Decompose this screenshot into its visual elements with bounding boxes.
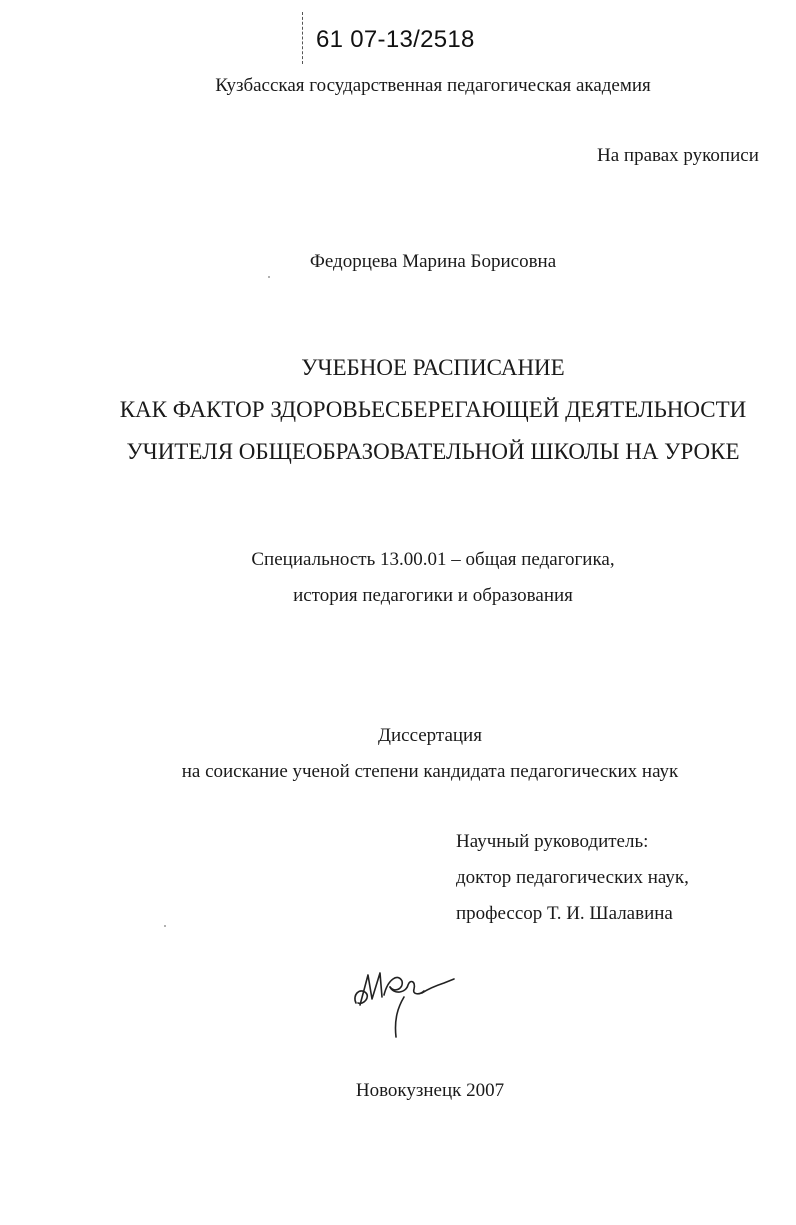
degree-line: на соискание ученой степени кандидата педагогических наук xyxy=(181,761,679,782)
supervisor-line: доктор педагогических наук, xyxy=(456,867,689,888)
author-name: Федорцева Марина Борисовна xyxy=(309,251,557,272)
supervisor-line: Научный руководитель: xyxy=(456,831,649,852)
title-line: КАК ФАКТОР ЗДОРОВЬЕСБЕРЕГАЮЩЕЙ ДЕЯТЕЛЬНОСТИ xyxy=(119,397,747,422)
stamp-divider-line xyxy=(302,12,303,64)
catalog-number: 61 07-13/2518 xyxy=(316,26,475,53)
specialty-line: история педагогики и образования xyxy=(293,585,573,606)
dissertation-label: Диссертация xyxy=(378,725,482,746)
scan-speck xyxy=(268,276,270,278)
scan-speck xyxy=(164,925,166,927)
title-line: УЧИТЕЛЯ ОБЩЕОБРАЗОВАТЕЛЬНОЙ ШКОЛЫ НА УРОКЕ xyxy=(126,439,740,464)
city-year: Новокузнецк 2007 xyxy=(355,1080,505,1101)
supervisor-line: профессор Т. И. Шалавина xyxy=(456,903,673,924)
specialty-line: Специальность 13.00.01 – общая педагогика, xyxy=(251,549,615,570)
rights-note: На правах рукописи xyxy=(597,145,759,166)
title-line: УЧЕБНОЕ РАСПИСАНИЕ xyxy=(301,355,565,380)
signature-image xyxy=(346,965,466,1050)
institution-name: Кузбасская государственная педагогическая академия xyxy=(215,75,651,96)
